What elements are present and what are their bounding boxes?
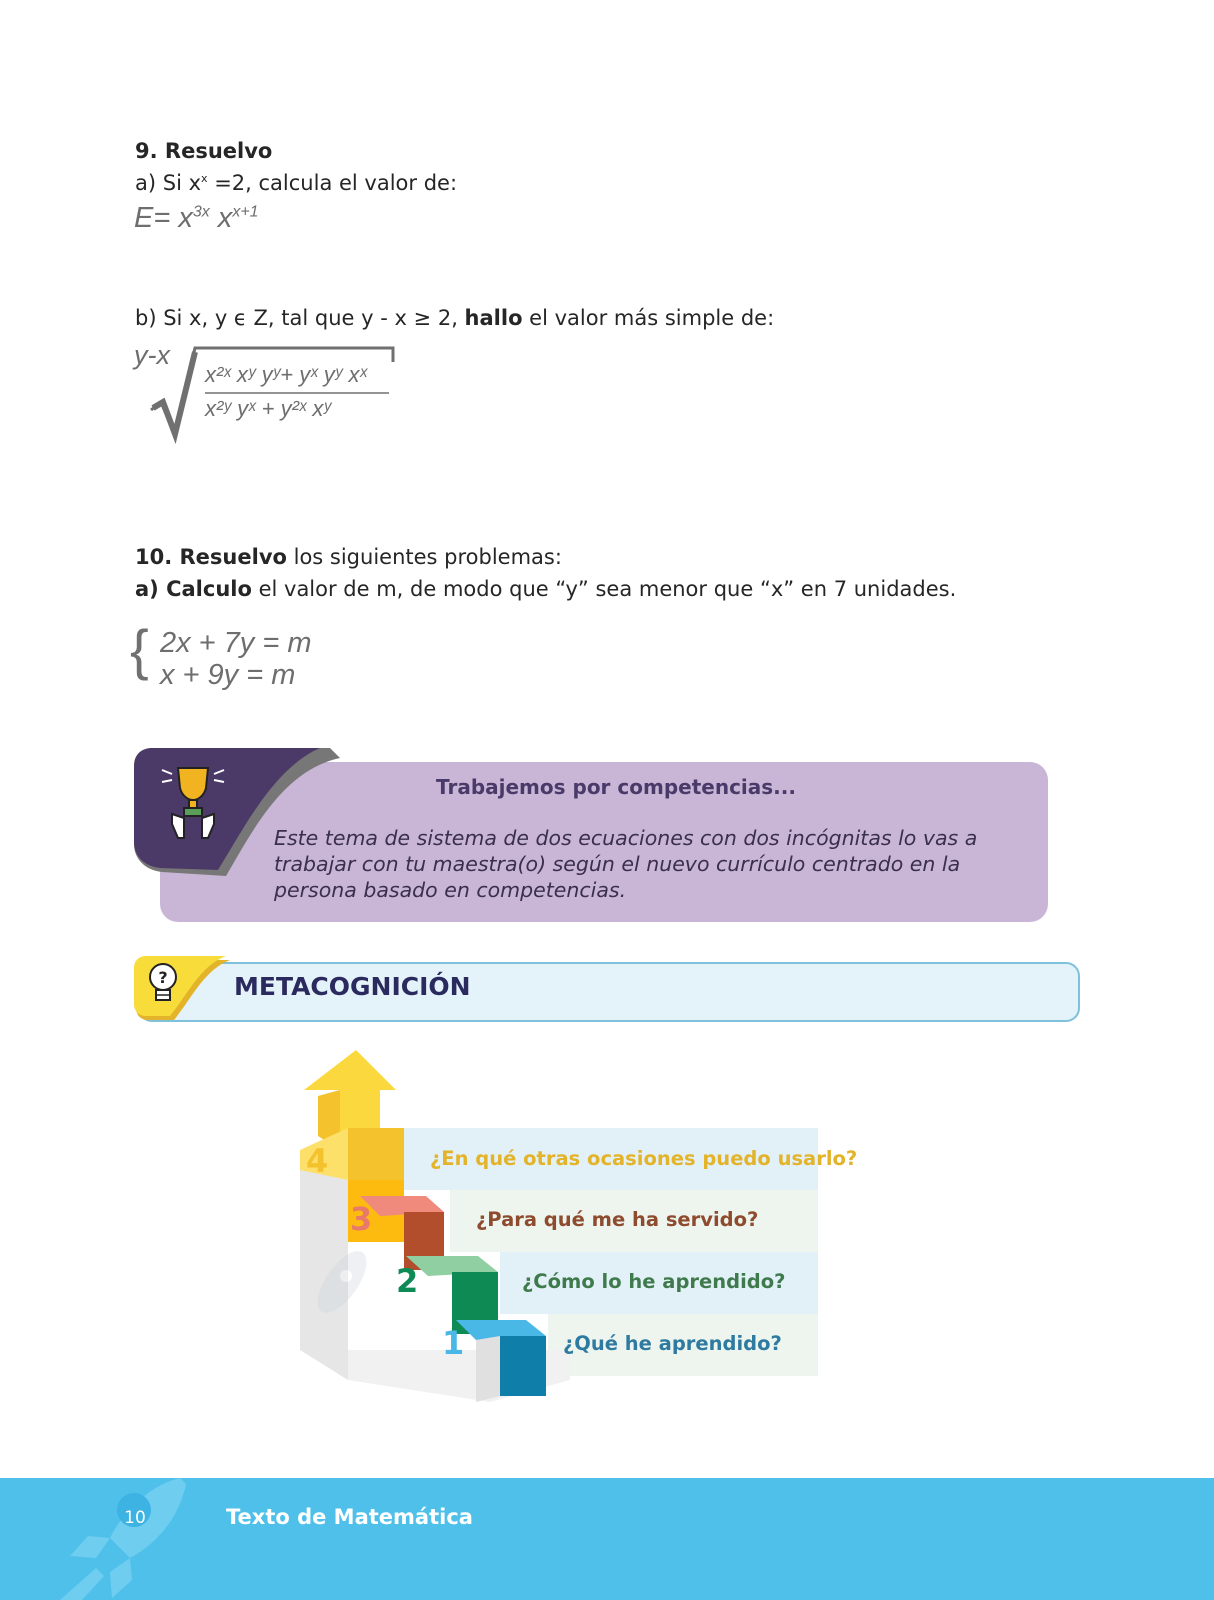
step-number-1: 1 [442,1324,465,1362]
competencias-text: Este tema de sistema de dos ecuaciones con dos incógnitas lo vas a trabajar con tu maestra(o) según el nuevo currículo centrado en la persona basado en competencias. [274,826,978,902]
equation-2: x + 9y = m [160,659,296,691]
radical-denominator: x²ʸ yˣ + y²ˣ xʸ [205,396,332,421]
rocket-icon [50,1476,190,1600]
svg-text:?: ? [158,968,168,987]
lightbulb-question-icon [146,962,180,1004]
problem-10a-statement: a) Calculo el valor de m, de modo que “y” sea menor que “x” en 7 unidades. [135,577,957,601]
problem-9-heading: 9. Resuelvo [135,139,273,163]
step-question-3: ¿Para qué me ha servido? [476,1208,759,1231]
step-number-2: 2 [396,1262,419,1300]
step-question-4: ¿En qué otras ocasiones puedo usarlo? [430,1147,858,1170]
problem-9a-expression: $E= x^{3x}$ $x^{x+1}$ [134,202,259,234]
problem-10-heading: 10. Resuelvo los siguientes problemas: [135,545,562,569]
system-brace: { [130,618,149,681]
radical-sign [145,340,397,446]
footer-title: Texto de Matemática [226,1505,473,1529]
problem-9b-statement: b) Si x, y ϵ Z, tal que y - x ≥ 2, hallo el valor más simple de: [135,306,775,330]
radical-index: y-x [134,340,170,370]
step-question-1: ¿Qué he aprendido? [563,1332,782,1355]
page-number: 10 [124,1508,146,1528]
step-number-3: 3 [350,1200,373,1238]
equation-1: 2x + 7y = m [160,627,312,659]
problem-9a-statement: a) Si $x^x =2$, calcula el valor de: [135,171,458,195]
metacognicion-title: METACOGNICIÓN [234,972,471,1001]
radical-numerator: x²ˣ xʸ yʸ+ yˣ yʸ xˣ [205,362,367,387]
step-question-2: ¿Cómo lo he aprendido? [522,1270,786,1293]
step-number-4: 4 [306,1142,329,1180]
competencias-title: Trabajemos por competencias... [436,775,796,799]
